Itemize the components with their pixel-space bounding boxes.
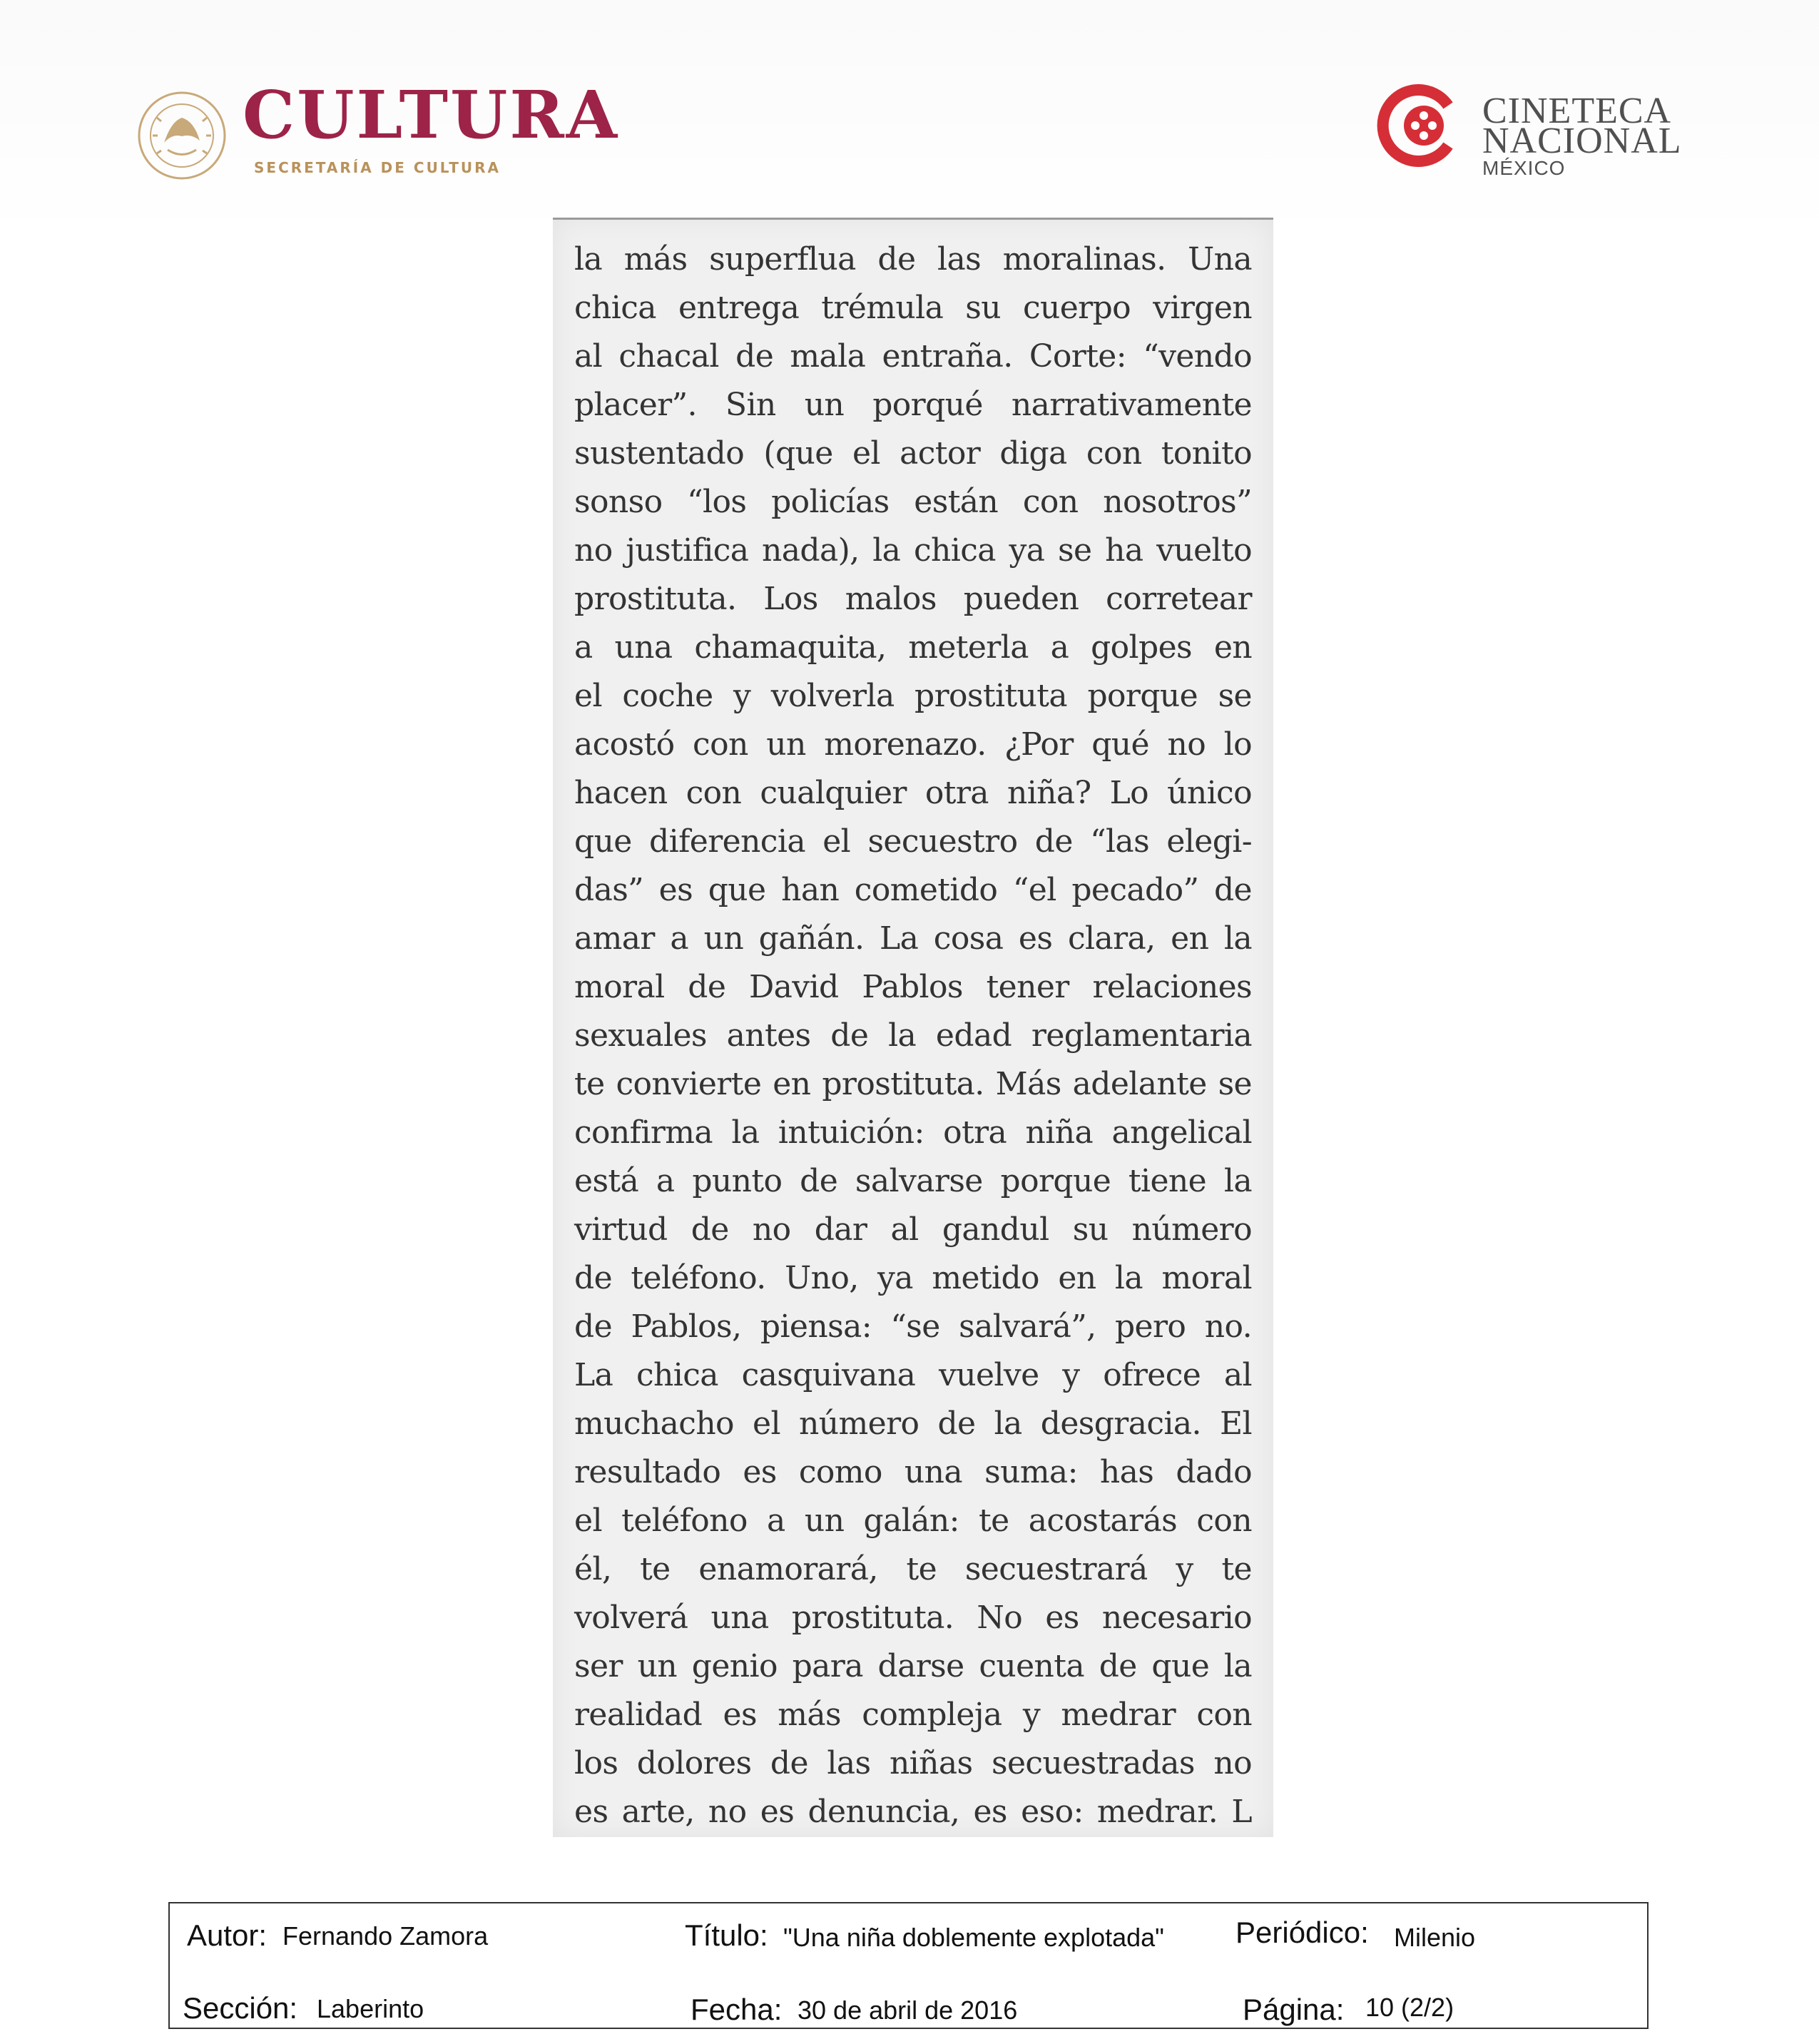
clipping-line: el teléfono a un galán: te acostarás con [574,1503,1252,1539]
clipping-line: moral de David Pablos tener relaciones [574,969,1252,1005]
clipping-line: el coche y volverla prostituta porque se [574,678,1252,714]
clipping-line: amar a un gañán. La cosa es clara, en la [574,920,1252,957]
author-label: Autor: [187,1918,268,1952]
cineteca-wordmark-line2: NACIONAL [1482,121,1682,161]
section-label: Sección: [183,1991,298,2025]
clipping-line: te convierte en prostituta. Más adelante se [574,1066,1252,1102]
clipping-line: muchacho el número de la desgracia. El [574,1405,1252,1442]
clipping-line: no justifica nada), la chica ya se ha vuelto [574,532,1252,569]
page-label: Página: [1243,1993,1345,2026]
film-reel-icon [1377,84,1459,167]
page-value: 10 (2/2) [1365,1993,1454,2022]
clipping-line: prostituta. Los malos pueden corretear [574,581,1252,617]
clipping-line: que diferencia el secuestro de “las elegi- [574,823,1252,860]
clipping-line: La chica casquivana vuelve y ofrece al [574,1357,1252,1393]
clipping-line: sexuales antes de la edad reglamentaria [574,1017,1252,1054]
cultura-wordmark: CULTURA [243,76,620,153]
clipping-line: él, te enamorará, te secuestrará y te [574,1551,1252,1587]
clipping-line: resultado es como una suma: has dado [574,1454,1252,1490]
clipping-line: chica entrega trémula su cuerpo virgen [574,290,1252,326]
clipping-line: sustentado (que el actor diga con tonito [574,435,1252,472]
title-value: "Una niña doblemente explotada" [783,1923,1164,1952]
clipping-line: al chacal de mala entraña. Corte: “vendo [574,338,1252,375]
clipping-line: los dolores de las niñas secuestradas no [574,1745,1252,1781]
date-value: 30 de abril de 2016 [798,1995,1018,2025]
newspaper-clipping [553,218,1273,1837]
clipping-line: a una chamaquita, meterla a golpes en [574,629,1252,666]
clipping-line: de Pablos, piensa: “se salvará”, pero no. [574,1308,1252,1345]
clipping-line: das” es que han cometido “el pecado” de [574,872,1252,908]
cineteca-wordmark-line1: CINETECA [1482,91,1672,131]
title-label: Título: [685,1918,768,1952]
clipping-line: está a punto de salvarse porque tiene la [574,1163,1252,1199]
mexican-seal-icon [136,89,228,182]
cineteca-wordmark-line3: MÉXICO [1482,157,1566,179]
clipping-line: placer”. Sin un porqué narrativamente [574,387,1252,423]
clipping-line: sonso “los policías están con nosotros” [574,484,1252,520]
clipping-line: confirma la intuición: otra niña angelical [574,1114,1252,1151]
clipping-line: acostó con un morenazo. ¿Por qué no lo [574,726,1252,763]
date-label: Fecha: [691,1993,783,2026]
clipping-line: volverá una prostituta. No es necesario [574,1600,1252,1636]
clipping-line: de teléfono. Uno, ya metido en la moral [574,1260,1252,1296]
newspaper-label: Periódico: [1235,1916,1369,1949]
clipping-line: realidad es más compleja y medrar con [574,1697,1252,1733]
newspaper-value: Milenio [1394,1923,1476,1952]
author-value: Fernando Zamora [282,1921,489,1951]
cultura-logo [136,76,620,189]
clipping-line: es arte, no es denuncia, es eso: medrar. L [574,1794,1252,1830]
clipping-line: ser un genio para darse cuenta de que la [574,1648,1252,1684]
clipping-line: hacen con cualquier otra niña? Lo único [574,775,1252,811]
cineteca-logo [1377,84,1691,184]
clipping-line: virtud de no dar al gandul su número [574,1211,1252,1248]
metadata-table [168,1902,1649,2029]
cultura-subtitle: SECRETARÍA DE CULTURA [254,159,501,176]
section-value: Laberinto [317,1994,424,2023]
clipping-line: la más superflua de las moralinas. Una [574,241,1252,278]
